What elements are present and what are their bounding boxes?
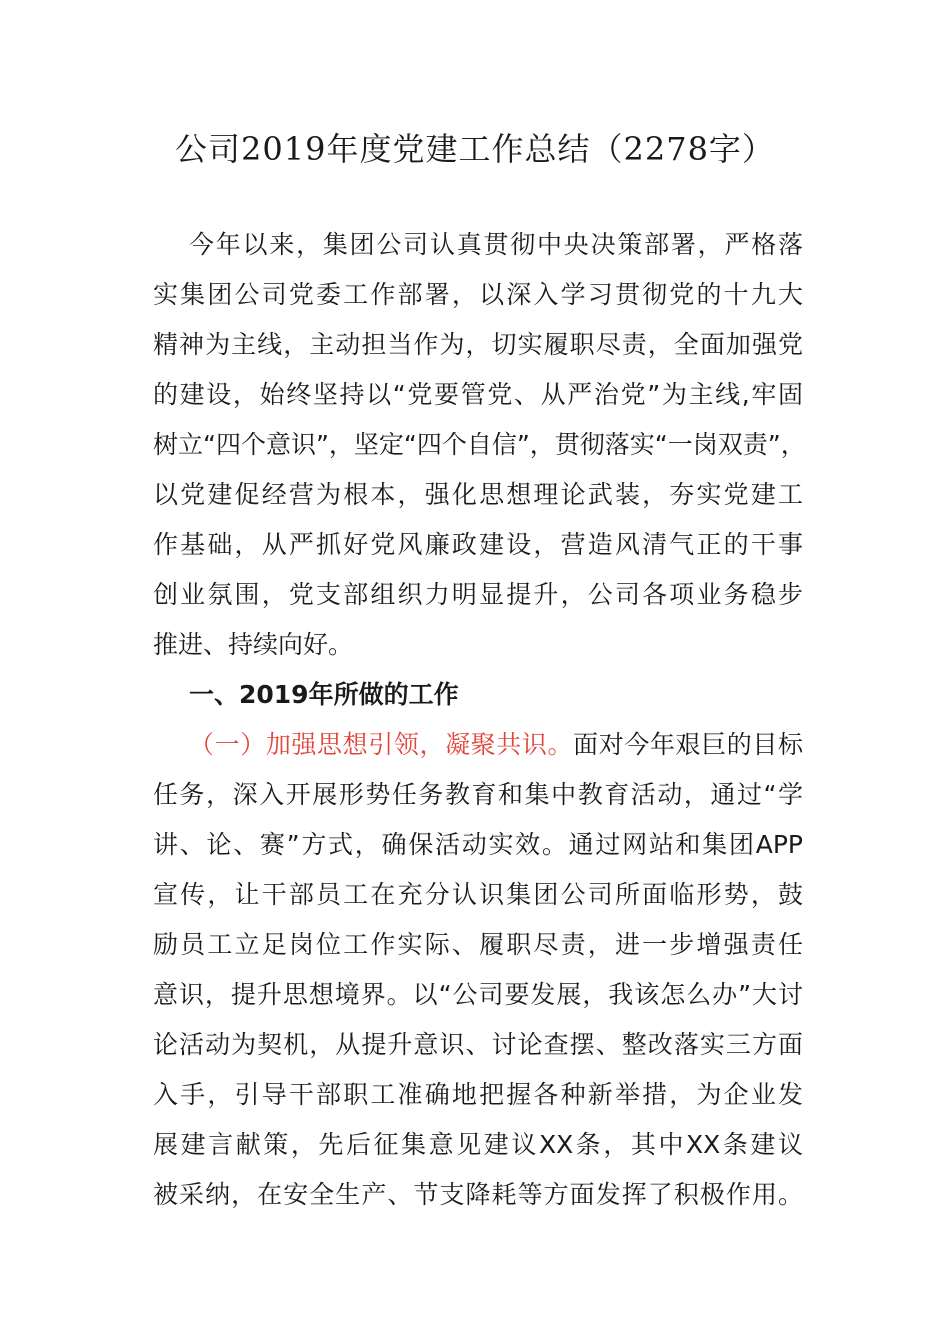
text-line: 以党建促经营为根本，强化思想理论武装，夯实党建工 bbox=[153, 480, 803, 509]
paragraph-section-1 bbox=[153, 720, 803, 1220]
text-line: 入手，引导干部职工准确地把握各种新举措，为企业发 bbox=[153, 1080, 803, 1109]
text-line: 精神为主线，主动担当作为，切实履职尽责，全面加强党 bbox=[153, 330, 803, 359]
subsection-text: 面对今年艰巨的目标 bbox=[573, 730, 803, 759]
subsection-heading: （一）加强思想引领，凝聚共识。 bbox=[189, 730, 574, 759]
text-line bbox=[153, 720, 803, 770]
text-line: 实集团公司党委工作部署，以深入学习贯彻党的十九大 bbox=[153, 280, 803, 309]
text-line: 的建设，始终坚持以“党要管党、从严治党”为主线,牢固 bbox=[153, 380, 803, 409]
text-line: 创业氛围，党支部组织力明显提升，公司各项业务稳步 bbox=[153, 580, 803, 609]
text-line: 树立“四个意识”，坚定“四个自信”，贯彻落实“一岗双责”， bbox=[153, 430, 806, 459]
text-line: 论活动为契机，从提升意识、讨论查摆、整改落实三方面 bbox=[153, 1030, 803, 1059]
text-line: 作基础，从严抓好党风廉政建设，营造风清气正的干事 bbox=[153, 530, 803, 559]
text-line: 宣传，让干部员工在充分认识集团公司所面临形势，鼓 bbox=[153, 880, 803, 909]
text-line: 被采纳，在安全生产、节支降耗等方面发挥了积极作用。 bbox=[153, 1180, 803, 1209]
document-title: 公司2019年度党建工作总结（2278字） bbox=[175, 130, 775, 168]
text-line: 展建言献策，先后征集意见建议XX条，其中XX条建议 bbox=[153, 1130, 803, 1159]
paragraph-intro bbox=[153, 220, 806, 670]
text-line: 今年以来，集团公司认真贯彻中央决策部署，严格落 bbox=[189, 230, 803, 259]
text-line: 励员工立足岗位工作实际、履职尽责，进一步增强责任 bbox=[153, 930, 803, 959]
text-line: 讲、论、赛”方式，确保活动实效。通过网站和集团APP bbox=[153, 830, 803, 859]
text-line: 推进、持续向好。 bbox=[153, 630, 354, 659]
section-heading: 一、2019年所做的工作 bbox=[189, 680, 459, 709]
text-line: 任务，深入开展形势任务教育和集中教育活动，通过“学 bbox=[153, 780, 803, 809]
document-body bbox=[153, 220, 806, 1220]
text-line: 意识，提升思想境界。以“公司要发展，我该怎么办”大讨 bbox=[153, 980, 803, 1009]
